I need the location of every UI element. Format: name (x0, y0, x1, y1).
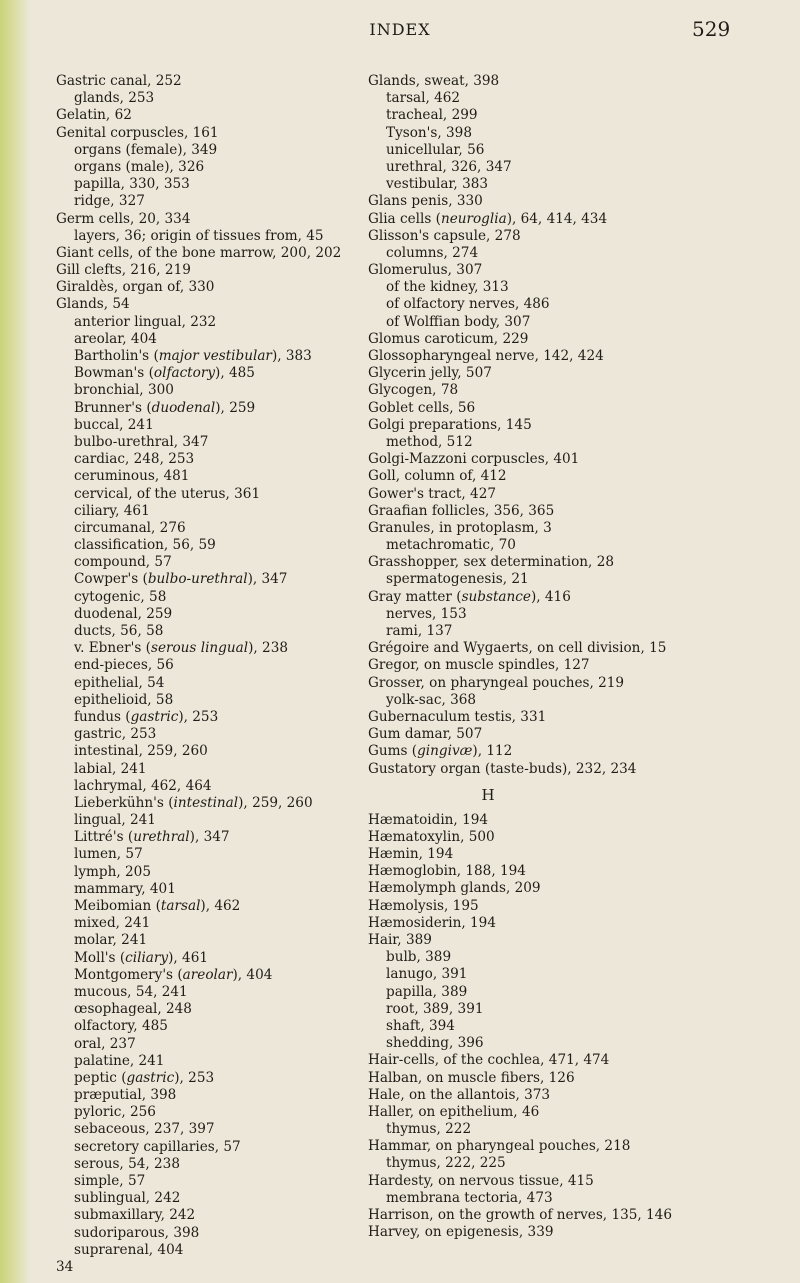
entry-text: Bartholin's ( (74, 348, 159, 364)
entry-text: peptic ( (74, 1069, 127, 1086)
entry-text: Littré's ( (74, 829, 134, 846)
entry-italic-text: substance (461, 588, 531, 605)
entry-page-refs: ), 259 (215, 399, 256, 416)
index-subentry: papilla, 389 (386, 983, 468, 1000)
index-subentry: intestinal, 259, 260 (74, 743, 208, 760)
index-subentry: serous, 54, 238 (74, 1155, 180, 1172)
index-entry: Grasshopper, sex determination, 28 (368, 554, 614, 571)
index-subentry: rami, 137 (386, 623, 453, 639)
index-subentry: method, 512 (386, 433, 473, 450)
index-subentry: cytogenic, 58 (74, 588, 167, 605)
entry-page-refs: ), 64, 414, 434 (506, 210, 608, 227)
index-subentry: compound, 57 (74, 554, 172, 571)
entry-italic-text: duodenal (151, 399, 216, 416)
index-subentry: lymph, 205 (74, 863, 151, 880)
index-entry: Gower's tract, 427 (368, 485, 496, 502)
index-subentry: columns, 274 (386, 244, 479, 261)
index-entry: Gubernaculum testis, 331 (368, 708, 547, 725)
index-entry: Glycerin jelly, 507 (368, 365, 492, 382)
entry-page-refs: ), 347 (247, 571, 288, 588)
index-subentry: unicellular, 56 (386, 141, 485, 158)
index-subentry: membrana tectoria, 473 (386, 1189, 553, 1206)
index-subentry: urethral, 326, 347 (386, 158, 512, 175)
index-entry: Hæmatoidin, 194 (368, 811, 489, 828)
index-subentry: circumanal, 276 (74, 519, 186, 536)
index-subentry: organs (female), 349 (74, 141, 218, 158)
index-entry: Harvey, on epigenesis, 339 (368, 1224, 554, 1241)
entry-italic-text: olfactory (153, 365, 216, 382)
index-subentry: thymus, 222, 225 (386, 1155, 506, 1172)
index-entry (368, 743, 788, 760)
index-subentry: præputial, 398 (74, 1087, 177, 1104)
index-entry: Gum damar, 507 (368, 726, 483, 743)
index-entry: Harrison, on the growth of nerves, 135, 146 (368, 1207, 672, 1223)
index-subentry: simple, 57 (74, 1173, 146, 1189)
index-entry: Hale, on the allantois, 373 (368, 1086, 551, 1103)
index-entry: Giraldès, organ of, 330 (56, 279, 215, 296)
index-subentry: lachrymal, 462, 464 (74, 777, 212, 794)
index-subentry: shaft, 394 (386, 1017, 455, 1034)
entry-text: Meibomian ( (74, 898, 161, 914)
index-subentry: of olfactory nerves, 486 (386, 296, 550, 313)
index-entry: Giant cells, of the bone marrow, 200, 202 (56, 244, 342, 261)
entry-text: Bowman's ( (74, 365, 154, 382)
entry-text: Moll's ( (74, 949, 126, 966)
index-entry: Hæmoglobin, 188, 194 (368, 863, 526, 880)
index-entry: Haller, on epithelium, 46 (368, 1103, 540, 1120)
index-subentry: duodenal, 259 (74, 605, 173, 622)
index-subentry: lanugo, 391 (386, 966, 468, 983)
index-entry: Genital corpuscles, 161 (56, 124, 219, 141)
entry-text: fundus ( (74, 708, 131, 725)
running-header-title: INDEX (369, 20, 431, 39)
index-entry: Hæmolymph glands, 209 (368, 880, 541, 897)
index-entry: Glomerulus, 307 (368, 262, 483, 279)
index-entry: Graafian follicles, 356, 365 (368, 502, 555, 519)
index-entry: Hæmolysis, 195 (368, 897, 479, 914)
index-subentry (56, 348, 356, 365)
index-entry: Hair, 389 (368, 932, 432, 948)
index-subentry (56, 795, 356, 812)
index-subentry: ceruminous, 481 (74, 468, 190, 485)
entry-page-refs: ), 461 (168, 949, 208, 966)
entry-page-refs: ), 259, 260 (238, 794, 313, 811)
entry-italic-text: tarsal (160, 898, 201, 914)
index-subentry: epithelioid, 58 (74, 691, 174, 708)
index-subentry: end-pieces, 56 (74, 657, 174, 674)
entry-text: Brunner's ( (74, 399, 152, 416)
entry-italic-text: ciliary (125, 949, 169, 966)
index-entry: Granules, in protoplasm, 3 (368, 519, 552, 536)
index-subentry: palatine, 241 (74, 1052, 165, 1069)
index-subentry: of Wolffian body, 307 (386, 313, 531, 330)
index-subentry: ciliary, 461 (74, 502, 150, 519)
index-entry: Grégoire and Wygaerts, on cell division, 15 (368, 640, 667, 657)
index-subentry: bronchial, 300 (74, 382, 174, 399)
page-number: 529 (692, 17, 731, 41)
index-subentry: mixed, 241 (74, 915, 151, 932)
index-subentry: molar, 241 (74, 932, 148, 949)
index-subentry (56, 829, 356, 846)
entry-page-refs: ), 347 (189, 829, 230, 846)
entry-page-refs: ), 238 (248, 640, 288, 657)
index-subentry: Tyson's, 398 (386, 124, 472, 141)
index-entry: Goblet cells, 56 (368, 399, 476, 416)
index-entry: Hardesty, on nervous tissue, 415 (368, 1172, 594, 1189)
index-subentry: ridge, 327 (74, 193, 145, 210)
entry-page-refs: ), 383 (271, 348, 312, 364)
index-entry: Hair-cells, of the cochlea, 471, 474 (368, 1052, 610, 1069)
page-binding-edge (0, 0, 30, 1283)
index-subentry: vestibular, 383 (386, 176, 489, 193)
index-entry (368, 211, 788, 228)
index-subentry: suprarenal, 404 (74, 1241, 184, 1258)
entry-page-refs: ), 462 (200, 898, 241, 914)
index-subentry: œsophageal, 248 (74, 1001, 192, 1018)
entry-italic-text: serous lingual (150, 640, 249, 657)
index-subentry: classification, 56, 59 (74, 537, 216, 554)
index-subentry: lumen, 57 (74, 846, 143, 863)
entry-text: Gums ( (368, 743, 418, 760)
entry-italic-text: major vestibular (158, 348, 272, 364)
index-subentry: tarsal, 462 (386, 90, 461, 107)
index-subentry (56, 950, 356, 967)
index-subentry: papilla, 330, 353 (74, 176, 190, 193)
index-subentry: buccal, 241 (74, 416, 154, 433)
index-subentry: olfactory, 485 (74, 1018, 168, 1035)
entry-text: Montgomery's ( (74, 966, 183, 983)
index-subentry: mammary, 401 (74, 880, 176, 897)
index-subentry: tracheal, 299 (386, 107, 478, 124)
index-entry: Hæmin, 194 (368, 846, 454, 863)
index-subentry: glands, 253 (74, 90, 155, 107)
index-subentry: bulbo-urethral, 347 (74, 433, 209, 450)
entry-text: Glia cells ( (368, 210, 441, 227)
entry-italic-text: intestinal (173, 794, 239, 811)
index-entry: Hammar, on pharyngeal pouches, 218 (368, 1138, 631, 1155)
index-entry: 34 (56, 1258, 74, 1275)
index-subentry: layers, 36; origin of tissues from, 45 (74, 227, 324, 244)
index-entry: Glisson's capsule, 278 (368, 227, 521, 244)
index-subentry: anterior lingual, 232 (74, 313, 217, 330)
index-entry: Gelatin, 62 (56, 107, 132, 124)
index-subentry (56, 365, 356, 382)
entry-page-refs: ), 112 (472, 743, 513, 760)
entry-text: v. Ebner's ( (74, 640, 151, 657)
index-entry: Halban, on muscle fibers, 126 (368, 1069, 575, 1086)
entry-text: Cowper's ( (74, 571, 148, 588)
index-subentry: of the kidney, 313 (386, 279, 509, 296)
index-entry: Gustatory organ (taste-buds), 232, 234 (368, 760, 637, 777)
index-subentry: thymus, 222 (386, 1121, 472, 1138)
index-subentry: bulb, 389 (386, 949, 452, 966)
index-section-heading: H (481, 785, 495, 804)
index-subentry: yolk-sac, 368 (386, 691, 477, 708)
index-subentry (56, 898, 356, 915)
index-subentry (56, 709, 356, 726)
index-subentry: labial, 241 (74, 760, 147, 777)
index-entry: Golgi preparations, 145 (368, 416, 532, 433)
index-subentry: sudoriparous, 398 (74, 1224, 200, 1241)
index-subentry (56, 400, 356, 417)
index-subentry: submaxillary, 242 (74, 1207, 196, 1224)
index-entry: Glycogen, 78 (368, 382, 459, 399)
index-entry: Gastric canal, 252 (56, 73, 182, 89)
index-subentry: mucous, 54, 241 (74, 983, 188, 1000)
index-subentry: nerves, 153 (386, 605, 467, 622)
index-entry: Hæmosiderin, 194 (368, 914, 496, 931)
entry-italic-text: urethral (133, 829, 190, 846)
index-subentry: sublingual, 242 (74, 1190, 181, 1207)
index-entry: Glans penis, 330 (368, 193, 483, 210)
index-subentry: secretory capillaries, 57 (74, 1138, 241, 1155)
index-subentry: metachromatic, 70 (386, 537, 516, 554)
index-subentry: pyloric, 256 (74, 1104, 156, 1121)
index-column-right (368, 73, 788, 1241)
index-entry: Glands, sweat, 398 (368, 73, 500, 89)
entry-italic-text: areolar (182, 966, 233, 983)
index-subentry: gastric, 253 (74, 726, 157, 743)
index-entry: Glossopharyngeal nerve, 142, 424 (368, 348, 604, 364)
index-entry (368, 589, 788, 606)
index-entry: Gregor, on muscle spindles, 127 (368, 657, 590, 674)
entry-text: Lieberkühn's ( (74, 794, 174, 811)
index-subentry (56, 571, 356, 588)
index-entry: Glands, 54 (56, 296, 130, 313)
index-subentry: epithelial, 54 (74, 674, 165, 691)
entry-italic-text: gingivæ (417, 743, 473, 760)
entry-page-refs: ), 253 (174, 1069, 215, 1086)
index-subentry: cardiac, 248, 253 (74, 451, 195, 468)
entry-text: Gray matter ( (368, 588, 462, 605)
index-entry: Hæmatoxylin, 500 (368, 828, 495, 845)
index-subentry (56, 1070, 356, 1087)
entry-italic-text: gastric (130, 708, 179, 725)
index-subentry: ducts, 56, 58 (74, 623, 164, 639)
index-subentry: lingual, 241 (74, 812, 156, 829)
entry-page-refs: ), 485 (215, 365, 255, 382)
index-column-left (56, 73, 356, 1276)
index-subentry: areolar, 404 (74, 330, 157, 347)
entry-italic-text: gastric (126, 1069, 175, 1086)
index-subentry: sebaceous, 237, 397 (74, 1121, 215, 1138)
index-subentry (56, 967, 356, 984)
index-entry: Goll, column of, 412 (368, 468, 507, 485)
index-entry: Grosser, on pharyngeal pouches, 219 (368, 674, 625, 691)
index-subentry: oral, 237 (74, 1035, 136, 1052)
index-entry: Golgi-Mazzoni corpuscles, 401 (368, 451, 580, 468)
entry-page-refs: ), 253 (178, 708, 219, 725)
entry-page-refs: ), 416 (530, 588, 571, 605)
index-subentry: root, 389, 391 (386, 1000, 484, 1017)
index-entry: Gill clefts, 216, 219 (56, 262, 191, 279)
index-subentry: spermatogenesis, 21 (386, 571, 529, 588)
index-entry: Glomus caroticum, 229 (368, 330, 529, 347)
entry-italic-text: bulbo-urethral (147, 571, 248, 588)
index-subentry: cervical, of the uterus, 361 (74, 485, 261, 502)
index-subentry: shedding, 396 (386, 1035, 484, 1052)
index-subentry: organs (male), 326 (74, 158, 205, 175)
entry-page-refs: ), 404 (232, 966, 273, 983)
index-entry: Germ cells, 20, 334 (56, 210, 191, 227)
entry-italic-text: neuroglia (440, 210, 507, 227)
index-subentry (56, 640, 356, 657)
